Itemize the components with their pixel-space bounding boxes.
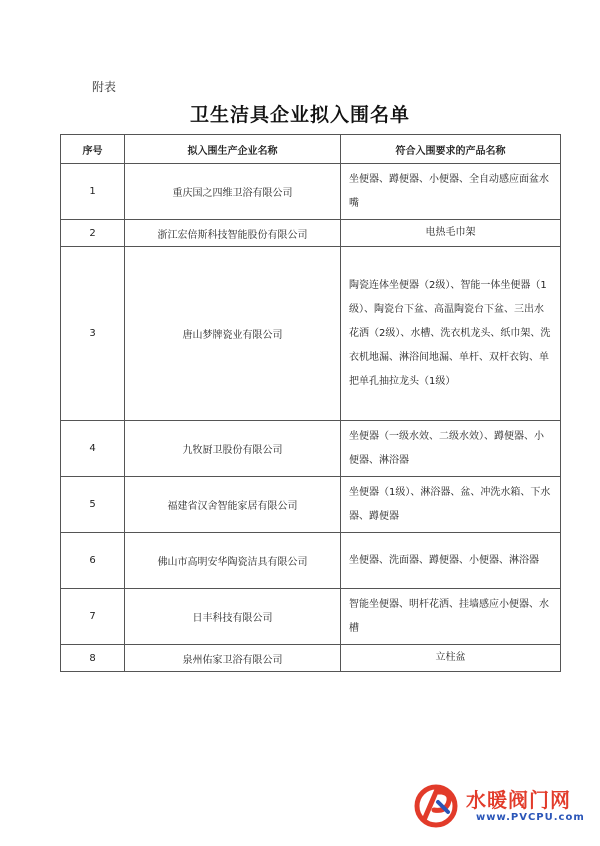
column-header-number: 序号 bbox=[61, 135, 125, 164]
brand-logo-icon bbox=[412, 782, 460, 830]
row-company: 唐山梦牌瓷业有限公司 bbox=[125, 247, 341, 421]
row-products: 坐便器、蹲便器、小便器、全自动感应面盆水嘴 bbox=[341, 164, 561, 220]
table-row bbox=[61, 421, 561, 477]
watermark-brand: 水暖阀门网 bbox=[466, 788, 571, 812]
row-products: 坐便器、洗面器、蹲便器、小便器、淋浴器 bbox=[341, 533, 561, 589]
table-row bbox=[61, 220, 561, 247]
row-company: 泉州佑家卫浴有限公司 bbox=[125, 645, 341, 672]
row-company: 浙江宏倍斯科技智能股份有限公司 bbox=[125, 220, 341, 247]
row-products: 智能坐便器、明杆花洒、挂墙感应小便器、水槽 bbox=[341, 589, 561, 645]
row-number: 5 bbox=[61, 477, 125, 533]
shortlist-table bbox=[60, 134, 561, 672]
row-company: 日丰科技有限公司 bbox=[125, 589, 341, 645]
row-number: 2 bbox=[61, 220, 125, 247]
page-title: 卫生洁具企业拟入围名单 bbox=[189, 104, 410, 126]
row-number: 6 bbox=[61, 533, 125, 589]
table-row bbox=[61, 164, 561, 220]
table-row bbox=[61, 477, 561, 533]
watermark-url: www.PVCPU.com bbox=[476, 812, 585, 823]
site-watermark bbox=[412, 782, 592, 834]
row-number: 1 bbox=[61, 164, 125, 220]
row-products: 电热毛巾架 bbox=[341, 220, 561, 247]
row-products: 立柱盆 bbox=[341, 645, 561, 672]
row-company: 九牧厨卫股份有限公司 bbox=[125, 421, 341, 477]
table-row bbox=[61, 533, 561, 589]
table-row bbox=[61, 645, 561, 672]
row-number: 7 bbox=[61, 589, 125, 645]
table-row bbox=[61, 247, 561, 421]
table-row bbox=[61, 589, 561, 645]
row-products: 坐便器（一级水效、二级水效）、蹲便器、小便器、淋浴器 bbox=[341, 421, 561, 477]
row-number: 3 bbox=[61, 247, 125, 421]
table-header-row bbox=[61, 135, 561, 164]
column-header-company: 拟入围生产企业名称 bbox=[125, 135, 341, 164]
row-company: 佛山市高明安华陶瓷洁具有限公司 bbox=[125, 533, 341, 589]
row-company: 重庆国之四维卫浴有限公司 bbox=[125, 164, 341, 220]
row-number: 4 bbox=[61, 421, 125, 477]
row-products: 陶瓷连体坐便器（2级）、智能一体坐便器（1级）、陶瓷台下盆、高温陶瓷台下盆、三出水花洒（2级）、水槽、洗衣机龙头、纸巾架、洗衣机地漏、淋浴间地漏、单杆、双杆衣钩、单把单孔抽拉龙头（1级） bbox=[341, 247, 561, 421]
attachment-label: 附表 bbox=[92, 80, 117, 94]
row-company: 福建省汉舍智能家居有限公司 bbox=[125, 477, 341, 533]
row-products: 坐便器（1级）、淋浴器、盆、冲洗水箱、下水器、蹲便器 bbox=[341, 477, 561, 533]
column-header-products: 符合入围要求的产品名称 bbox=[341, 135, 561, 164]
row-number: 8 bbox=[61, 645, 125, 672]
